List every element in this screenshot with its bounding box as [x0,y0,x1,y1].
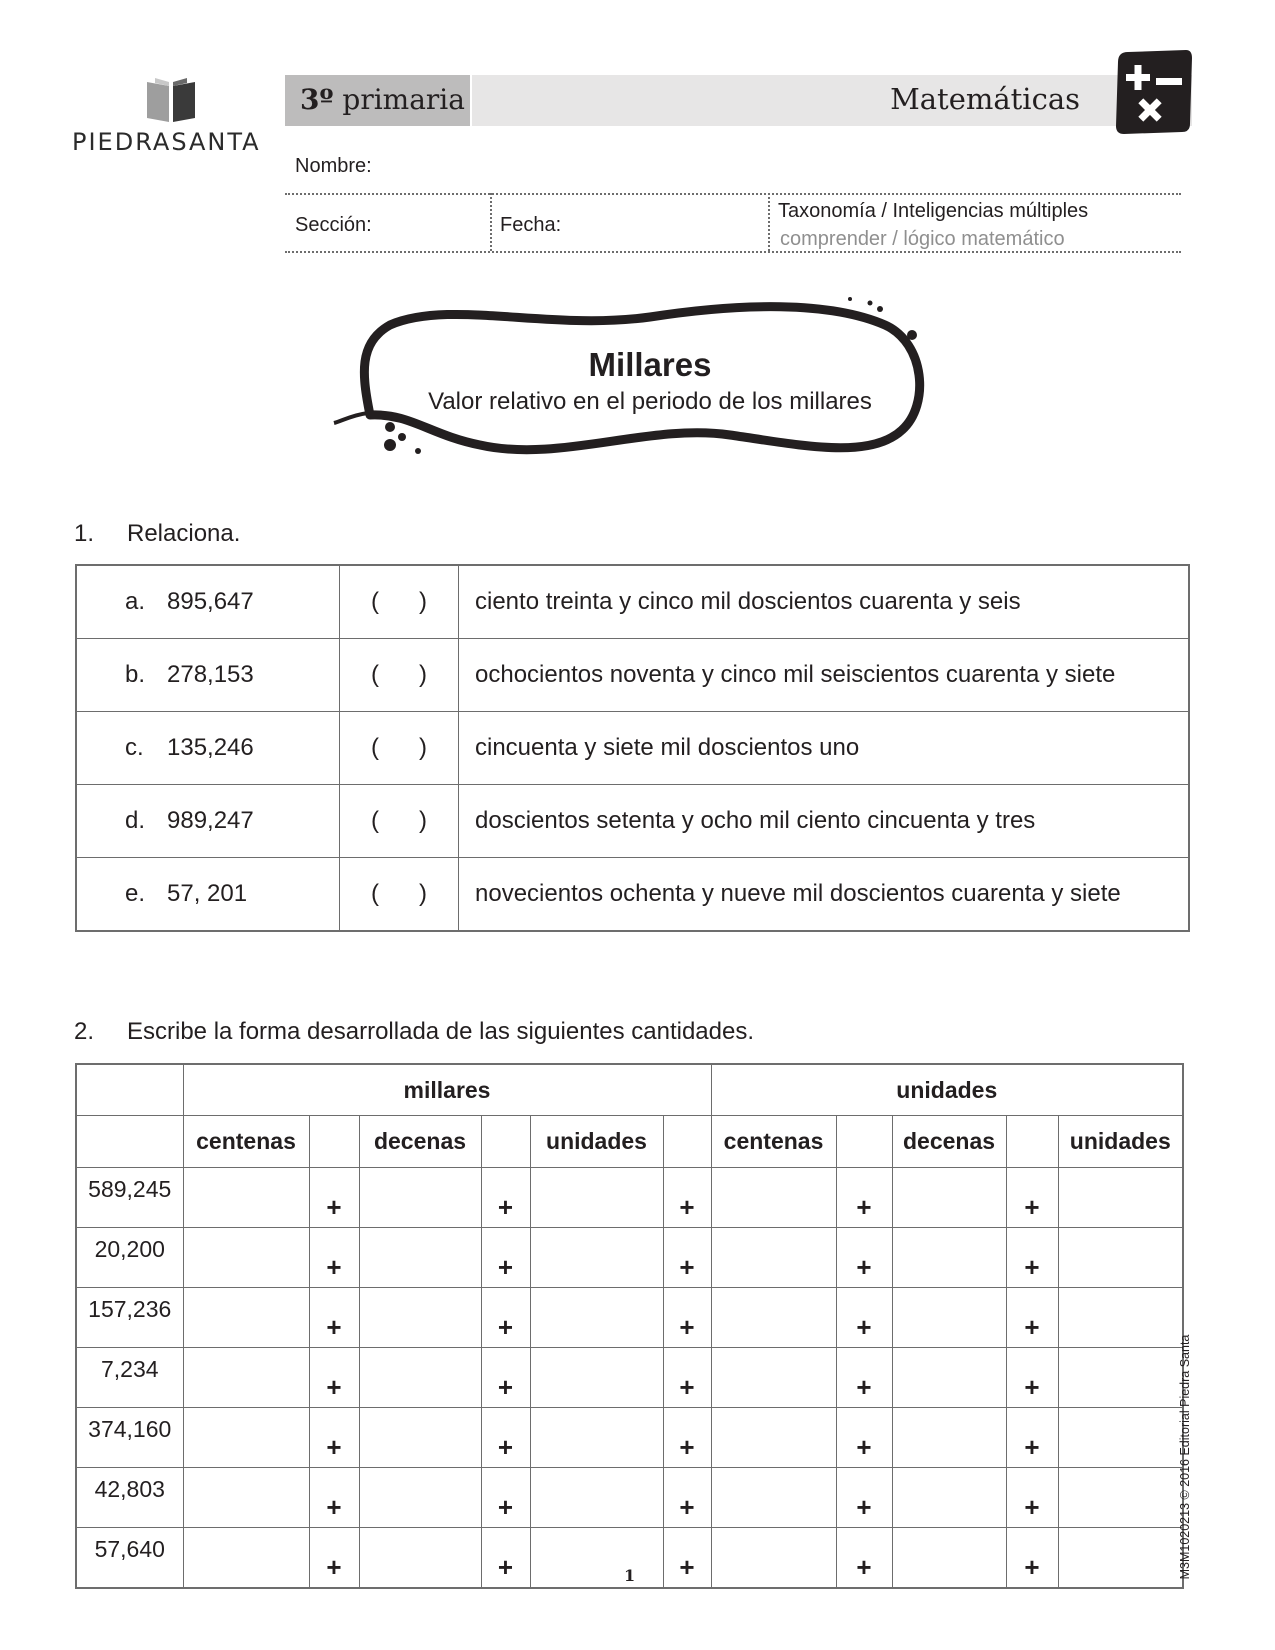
spacer-cell [1006,1116,1058,1168]
option-number: 57, 201 [167,880,248,907]
answer-cell[interactable] [1058,1168,1183,1228]
answer-cell[interactable] [359,1528,481,1589]
option-letter: d. [125,807,146,834]
option-cell [76,858,340,932]
plus-sign: + [1006,1528,1058,1589]
option-text: ciento treinta y cinco mil doscientos cuarenta y seis [459,565,1190,639]
plus-sign: + [836,1408,892,1468]
answer-blank[interactable]: ( ) [340,785,459,858]
quantity-cell: 57,640 [76,1528,183,1589]
option-cell [76,712,340,785]
answer-cell[interactable] [892,1468,1006,1528]
plus-sign: + [1006,1228,1058,1288]
option-text: ochocientos noventa y cinco mil seiscientos cuarenta y siete [459,639,1190,712]
spacer-cell [663,1116,711,1168]
option-number: 278,153 [167,661,254,688]
subject-band [472,75,1192,126]
option-letter: e. [125,880,146,907]
plus-sign: + [1006,1408,1058,1468]
table-row [76,1168,1183,1228]
answer-cell[interactable] [530,1228,663,1288]
book-logo-icon [145,76,197,124]
answer-cell[interactable] [359,1168,481,1228]
option-cell [76,639,340,712]
answer-cell[interactable] [1058,1528,1183,1589]
plus-sign: + [836,1168,892,1228]
table-row [76,565,1189,639]
taxonomy-value: comprender / lógico matemático [780,228,1065,250]
column-header: unidades [530,1116,663,1168]
option-cell [76,565,340,639]
plus-sign: + [481,1528,530,1589]
spacer-cell [309,1116,359,1168]
answer-cell[interactable] [530,1468,663,1528]
column-header-row [76,1116,1183,1168]
divider [285,193,1181,195]
divider [768,193,770,251]
answer-cell[interactable] [183,1528,309,1589]
plus-sign: + [309,1228,359,1288]
corner-cell [76,1116,183,1168]
plus-sign: + [309,1408,359,1468]
option-letter: b. [125,661,146,688]
option-number: 895,647 [167,588,254,615]
plus-sign: + [481,1168,530,1228]
answer-cell[interactable] [359,1408,481,1468]
group-header-row [76,1064,1183,1116]
plus-sign: + [663,1528,711,1589]
answer-cell[interactable] [183,1228,309,1288]
answer-cell[interactable] [711,1528,836,1589]
answer-blank[interactable]: ( ) [340,712,459,785]
expanded-form-table [75,1063,1184,1589]
plus-sign: + [1006,1168,1058,1228]
answer-cell[interactable] [530,1348,663,1408]
section-field-label: Sección: [295,214,372,236]
answer-cell[interactable] [1058,1348,1183,1408]
column-header: centenas [711,1116,836,1168]
plus-sign: + [1006,1288,1058,1348]
quantity-cell: 589,245 [76,1168,183,1228]
answer-cell[interactable] [183,1288,309,1348]
group-header-unidades: unidades [711,1064,1183,1116]
page-number: 1 [624,1566,636,1585]
plus-sign: + [309,1348,359,1408]
plus-sign: + [309,1288,359,1348]
plus-sign: + [663,1348,711,1408]
answer-cell[interactable] [892,1528,1006,1589]
answer-cell[interactable] [183,1468,309,1528]
page-title: Millares [588,346,712,383]
answer-blank[interactable]: ( ) [340,565,459,639]
answer-cell[interactable] [892,1168,1006,1228]
answer-cell[interactable] [359,1288,481,1348]
answer-cell[interactable] [892,1228,1006,1288]
plus-sign: + [836,1288,892,1348]
spacer-cell [836,1116,892,1168]
column-header: unidades [1058,1116,1183,1168]
plus-sign: + [663,1468,711,1528]
option-letter: c. [125,734,144,761]
exercise-2-instruction: Escribe la forma desarrollada de las siguientes cantidades. [127,1018,755,1045]
answer-cell[interactable] [359,1468,481,1528]
option-text: novecientos ochenta y nueve mil doscientos cuarenta y siete [459,858,1190,932]
column-header: centenas [183,1116,309,1168]
taxonomy-label: Taxonomía / Inteligencias múltiples [778,200,1089,222]
answer-cell[interactable] [711,1348,836,1408]
quantity-cell: 157,236 [76,1288,183,1348]
subject-title: Matemáticas [890,82,1080,116]
table-row [76,1228,1183,1288]
grade-label [300,83,465,116]
plus-sign: + [663,1288,711,1348]
spacer-cell [481,1116,530,1168]
corner-cell [76,1064,183,1116]
answer-cell[interactable] [359,1228,481,1288]
option-number: 989,247 [167,807,254,834]
matching-table [75,564,1190,932]
plus-sign: + [663,1168,711,1228]
answer-blank[interactable]: ( ) [340,858,459,932]
answer-cell[interactable] [1058,1288,1183,1348]
answer-cell[interactable] [530,1168,663,1228]
divider [285,251,1181,253]
plus-sign: + [663,1228,711,1288]
exercise-1-instruction: Relaciona. [127,520,241,547]
plus-sign: + [1006,1348,1058,1408]
plus-sign: + [309,1168,359,1228]
plus-sign: + [1006,1468,1058,1528]
name-field-label: Nombre: [295,155,372,177]
answer-cell[interactable] [892,1288,1006,1348]
answer-blank[interactable]: ( ) [340,639,459,712]
group-header-millares: millares [183,1064,711,1116]
option-number: 135,246 [167,734,254,761]
answer-cell[interactable] [711,1408,836,1468]
plus-sign: + [836,1528,892,1589]
plus-sign: + [481,1468,530,1528]
table-row [76,785,1189,858]
column-header: decenas [892,1116,1006,1168]
plus-sign: + [481,1348,530,1408]
answer-cell[interactable] [530,1528,663,1589]
answer-cell[interactable] [1058,1408,1183,1468]
table-row [76,1348,1183,1408]
plus-sign: + [309,1468,359,1528]
plus-sign: + [481,1408,530,1468]
grade-number: 3º [300,83,334,116]
plus-sign: + [309,1528,359,1589]
grade-level: primaria [342,83,465,116]
plus-sign: + [663,1408,711,1468]
copyright-note: M3M1020213 © 2016 Editorial Piedra Santa [1178,1334,1192,1580]
answer-cell[interactable] [183,1408,309,1468]
option-text: cincuenta y siete mil doscientos uno [459,712,1190,785]
answer-cell[interactable] [892,1348,1006,1408]
answer-cell[interactable] [711,1288,836,1348]
plus-sign: + [836,1348,892,1408]
quantity-cell: 42,803 [76,1468,183,1528]
table-row [76,712,1189,785]
quantity-cell: 20,200 [76,1228,183,1288]
table-row [76,1408,1183,1468]
answer-cell[interactable] [530,1408,663,1468]
table-row [76,1468,1183,1528]
math-operations-icon [1112,48,1194,136]
plus-sign: + [836,1468,892,1528]
answer-cell[interactable] [183,1168,309,1228]
quantity-cell: 374,160 [76,1408,183,1468]
exercise-1-number: 1. [74,520,95,547]
date-field-label: Fecha: [500,214,562,236]
option-cell [76,785,340,858]
table-row [76,858,1189,932]
answer-cell[interactable] [892,1408,1006,1468]
answer-cell[interactable] [1058,1228,1183,1288]
table-row [76,1288,1183,1348]
answer-cell[interactable] [1058,1468,1183,1528]
exercise-2-number: 2. [74,1018,95,1045]
page-subtitle: Valor relativo en el periodo de los millares [428,388,872,415]
answer-cell[interactable] [711,1228,836,1288]
plus-sign: + [836,1228,892,1288]
answer-cell[interactable] [359,1348,481,1408]
publisher-logo-text: PIEDRASANTA [72,128,261,156]
plus-sign: + [481,1228,530,1288]
option-letter: a. [125,588,146,615]
column-header: decenas [359,1116,481,1168]
plus-sign: + [481,1288,530,1348]
divider [490,193,492,251]
answer-cell[interactable] [711,1168,836,1228]
table-row [76,639,1189,712]
answer-cell[interactable] [183,1348,309,1408]
quantity-cell: 7,234 [76,1348,183,1408]
answer-cell[interactable] [711,1468,836,1528]
answer-cell[interactable] [530,1288,663,1348]
option-text: doscientos setenta y ocho mil ciento cincuenta y tres [459,785,1190,858]
